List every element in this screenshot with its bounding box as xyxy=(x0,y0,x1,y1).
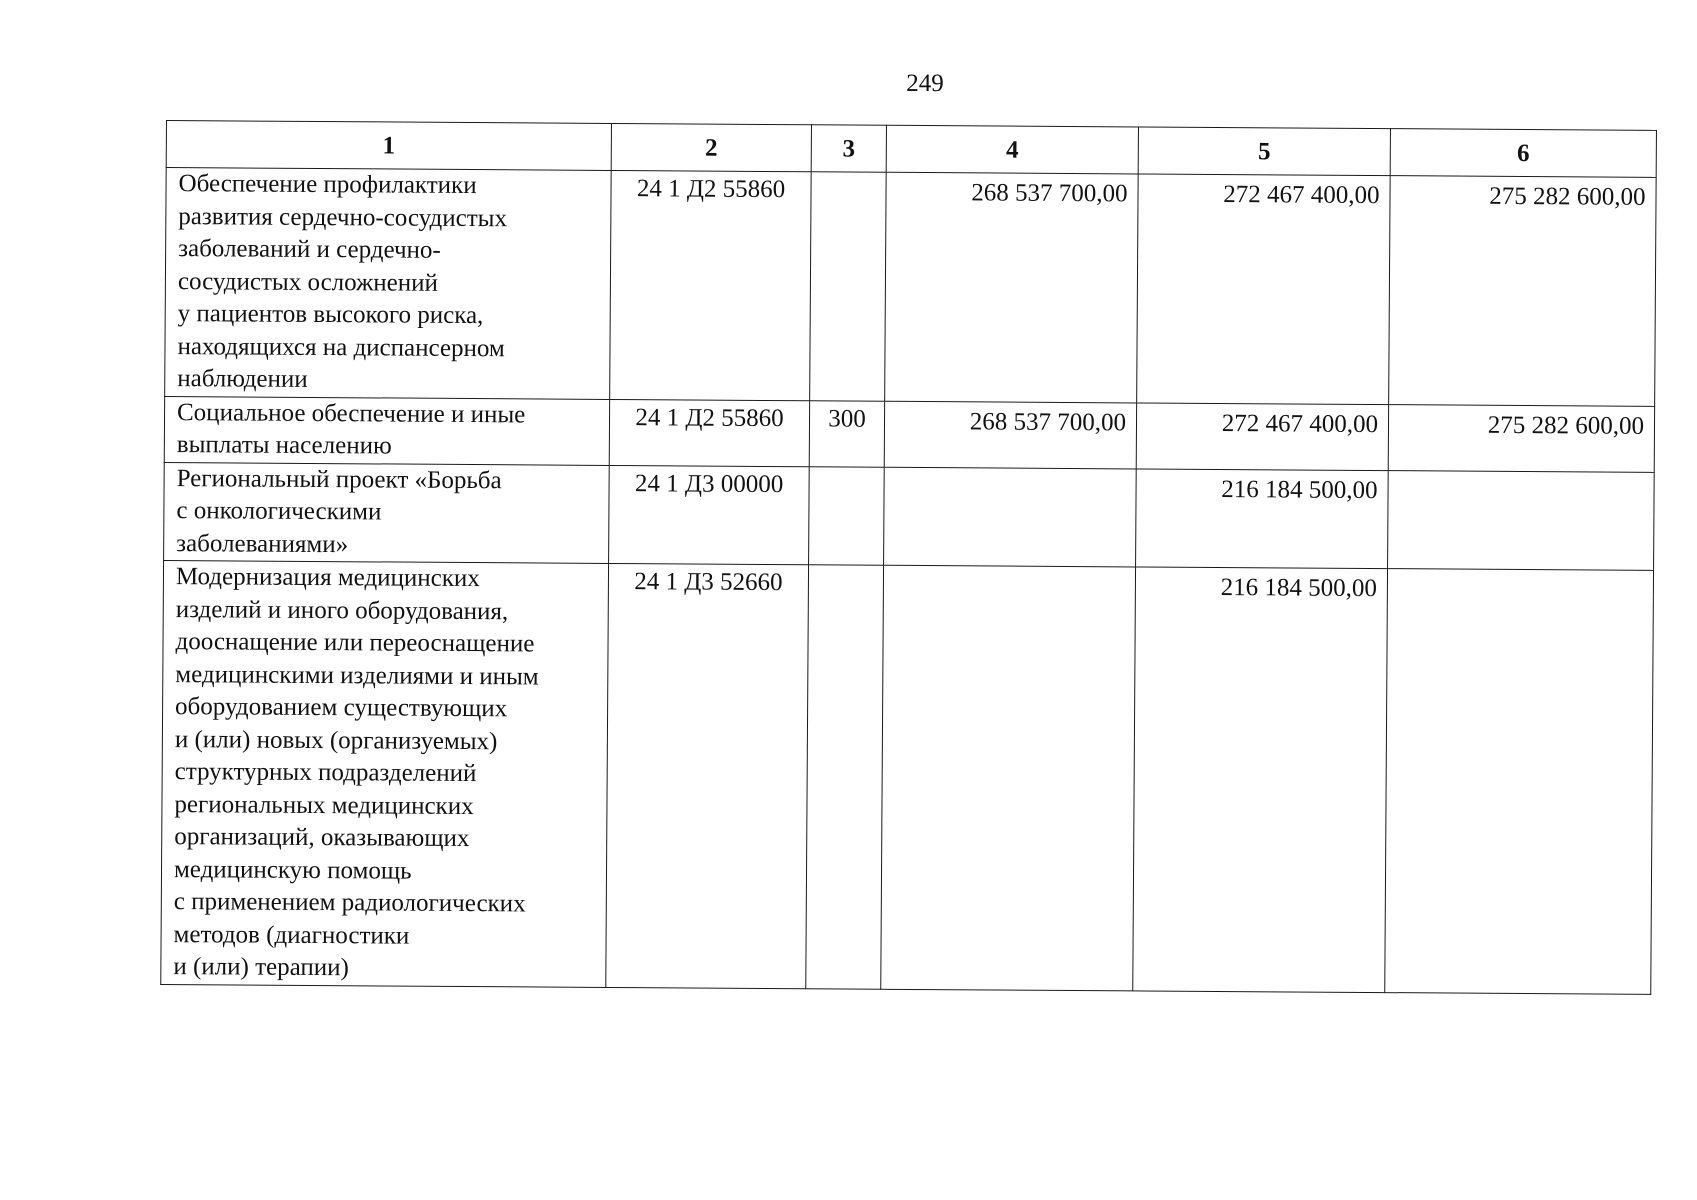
row-name: Региональный проект «Борьба с онкологическими заболеваниями» xyxy=(164,462,610,563)
row-amount-col-6 xyxy=(1385,569,1654,994)
row-amount-col-6: 275 282 600,00 xyxy=(1388,404,1654,472)
row-amount-col-6 xyxy=(1388,470,1655,570)
header-col-1: 1 xyxy=(166,121,611,171)
row-amount-col-5: 272 467 400,00 xyxy=(1137,174,1391,404)
row-amount-col-5: 216 184 500,00 xyxy=(1133,567,1388,992)
header-col-3: 3 xyxy=(811,125,886,172)
row-expense-type xyxy=(810,172,887,401)
row-code: 24 1 Д3 00000 xyxy=(609,465,810,565)
page-number: 249 xyxy=(906,70,944,97)
row-name: Модернизация медицинских изделий и иного оборудования, дооснащение или переоснащение медицинскими изделиями и иным оборудованием существующих и (или) новых (организуемых) структурных подразделений региональных медицинских организаций, оказывающих медицинскую помощь с применением радиологических методов (диагностики и (или) терапии) xyxy=(161,560,609,986)
table-row xyxy=(164,396,1654,472)
table-row xyxy=(164,462,1655,570)
row-amount-col-4: 268 537 700,00 xyxy=(884,401,1136,469)
table-row xyxy=(165,168,1656,406)
header-col-2: 2 xyxy=(611,123,811,171)
row-expense-type xyxy=(809,466,885,565)
table-row xyxy=(161,560,1654,993)
row-amount-col-4: 268 537 700,00 xyxy=(885,172,1139,402)
row-code: 24 1 Д2 55860 xyxy=(609,399,809,466)
row-code: 24 1 Д3 52660 xyxy=(606,563,809,988)
header-col-6: 6 xyxy=(1390,129,1656,178)
budget-table xyxy=(160,120,1657,994)
row-amount-col-4 xyxy=(884,467,1137,567)
row-amount-col-4 xyxy=(881,565,1136,990)
row-name: Обеспечение профилактики развития сердечно-сосудистых заболеваний и сердечно- сосудистых осложнений у пациентов высокого риска, находящихся на диспансерном наблюдении xyxy=(165,168,612,399)
row-amount-col-6: 275 282 600,00 xyxy=(1389,176,1657,406)
row-expense-type: 300 xyxy=(809,400,884,466)
row-amount-col-5: 216 184 500,00 xyxy=(1136,468,1389,568)
row-amount-col-5: 272 467 400,00 xyxy=(1136,402,1388,470)
row-code: 24 1 Д2 55860 xyxy=(610,170,812,400)
row-name: Социальное обеспечение и иные выплаты населению xyxy=(164,396,609,465)
header-col-4: 4 xyxy=(886,125,1138,174)
row-expense-type xyxy=(806,565,884,989)
header-col-5: 5 xyxy=(1138,127,1390,176)
